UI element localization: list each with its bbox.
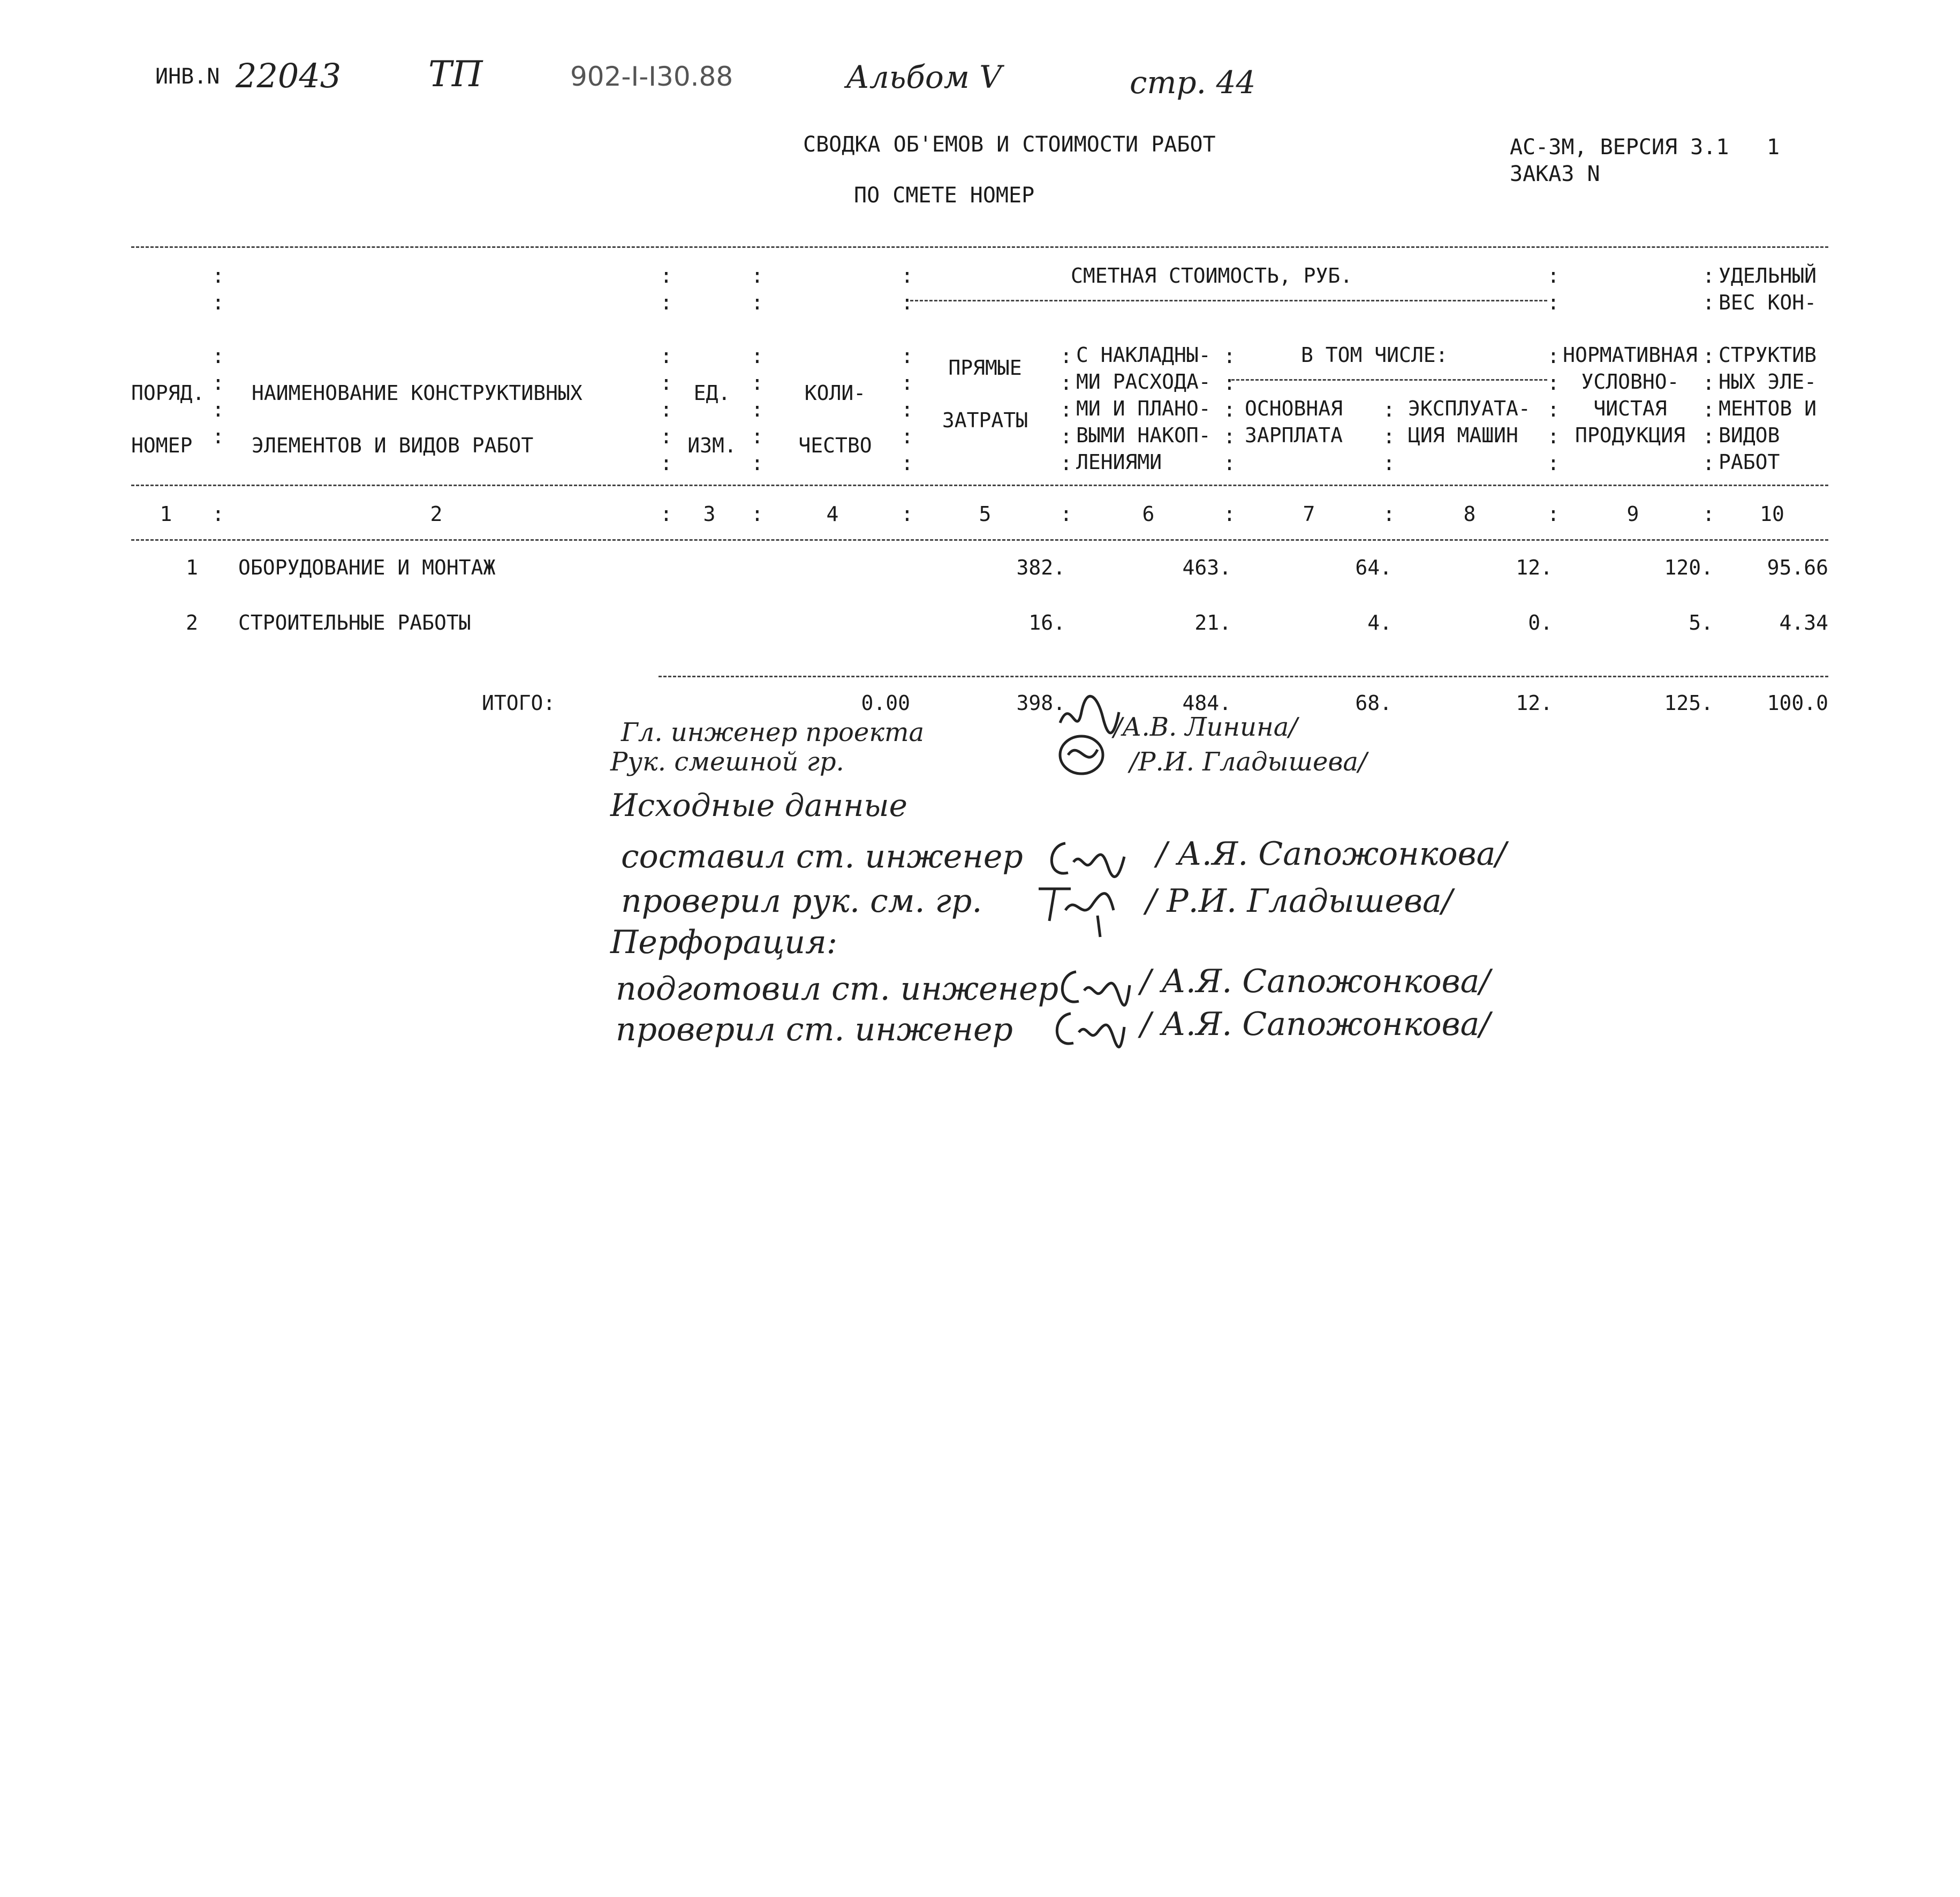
- header-col2: НАИМЕНОВАНИЕ КОНСТРУКТИВНЫХ ЭЛЕМЕНТОВ И ВИДОВ РАБОТ: [252, 381, 582, 457]
- row-c7: 4.: [1367, 611, 1392, 634]
- column-number: 1: [160, 502, 172, 526]
- row-c10: 95.66: [1767, 556, 1828, 579]
- row-name: ОБОРУДОВАНИЕ И МОНТАЖ: [238, 556, 496, 579]
- header-col9: НОРМАТИВНАЯ УСЛОВНО- ЧИСТАЯ ПРОДУКЦИЯ: [1563, 343, 1698, 447]
- page-label: стр. 44: [1130, 64, 1256, 101]
- signature-name: /Р.И. Гладышева/: [1130, 747, 1367, 777]
- row-c6: 21.: [1194, 611, 1231, 634]
- software-version: АС-3М, ВЕРСИЯ 3.1: [1510, 135, 1729, 160]
- signature-role: подготовил ст. инженер: [616, 970, 1059, 1008]
- row-c10: 4.34: [1779, 611, 1828, 634]
- signature-mark-icon: [1044, 835, 1130, 883]
- order-label: ЗАКАЗ N: [1510, 162, 1600, 186]
- header-col10-cont: СТРУКТИВ НЫХ ЭЛЕ- МЕНТОВ И ВИДОВ РАБОТ: [1719, 343, 1817, 474]
- header-col6: С НАКЛАДНЫ- МИ РАСХОДА- МИ И ПЛАНО- ВЫМИ НАКОП- ЛЕНИЯМИ: [1076, 343, 1211, 474]
- numbers-bottom-rule: [131, 539, 1828, 541]
- row-number: 2: [186, 611, 198, 634]
- row-number: 1: [186, 556, 198, 579]
- row-c5: 16.: [1028, 611, 1065, 634]
- column-number: 5: [979, 502, 992, 526]
- signature-role: Рук. смешной гр.: [610, 747, 844, 777]
- inventory-number: 22043: [236, 56, 342, 95]
- table-top-rule: [131, 246, 1828, 248]
- column-number: 9: [1626, 502, 1639, 526]
- inventory-label: ИНВ.N: [155, 64, 220, 89]
- section-heading: Перфорация:: [610, 924, 837, 961]
- header-col1: ПОРЯД. НОМЕР: [131, 381, 205, 457]
- header-col10: УДЕЛЬНЫЙ ВЕС КОН-: [1719, 264, 1817, 314]
- signature-mark-icon: [1049, 691, 1124, 782]
- total-c7: 68.: [1355, 691, 1392, 715]
- total-label: ИТОГО:: [482, 691, 556, 715]
- header-col3: ЕД. ИЗМ.: [687, 381, 737, 457]
- column-number: 6: [1142, 502, 1155, 526]
- column-number: 10: [1760, 502, 1784, 526]
- total-c10: 100.0: [1767, 691, 1828, 715]
- row-c8: 12.: [1516, 556, 1553, 579]
- column-number: 7: [1303, 502, 1315, 526]
- signature-name: / А.Я. Сапожонкова/: [1140, 963, 1490, 1000]
- total-c5: 398.: [1016, 691, 1065, 715]
- signature-name: / А.Я. Сапожонкова/: [1140, 1006, 1490, 1043]
- row-c9: 5.: [1689, 611, 1713, 634]
- column-number: 3: [703, 502, 716, 526]
- signature-mark-icon: [1049, 1006, 1130, 1054]
- tp-label: ТП: [428, 54, 483, 95]
- document-title: СВОДКА ОБ'ЕМОВ И СТОИМОСТИ РАБОТ: [803, 132, 1216, 157]
- total-c9: 125.: [1664, 691, 1713, 715]
- total-rule: [659, 676, 1828, 677]
- sheet-number: 1: [1767, 135, 1780, 160]
- signature-name: / А.Я. Сапожонкова/: [1156, 835, 1507, 873]
- row-c5: 382.: [1016, 556, 1065, 579]
- row-name: СТРОИТЕЛЬНЫЕ РАБОТЫ: [238, 611, 471, 634]
- row-c9: 120.: [1664, 556, 1713, 579]
- column-number: 2: [430, 502, 443, 526]
- album-label: Альбом V: [846, 59, 1002, 95]
- document-subtitle: ПО СМЕТЕ НОМЕР: [854, 183, 1035, 208]
- header-cost-group: СМЕТНАЯ СТОИМОСТЬ, РУБ.: [1071, 264, 1353, 288]
- signature-role: проверил ст. инженер: [616, 1011, 1013, 1048]
- project-number: 902-I-I30.88: [570, 61, 733, 92]
- subgroup-rule: [1231, 379, 1547, 381]
- signature-mark-icon: [1055, 964, 1135, 1012]
- total-c8: 12.: [1516, 691, 1553, 715]
- signature-role: проверил рук. см. гр.: [621, 882, 982, 920]
- row-c6: 463.: [1182, 556, 1231, 579]
- signature-role: Гл. инженер проекта: [621, 717, 925, 747]
- signature-name: / Р.И. Гладышева/: [1146, 882, 1453, 920]
- signature-mark-icon: [1033, 878, 1124, 942]
- signature-name: /А.В. Линина/: [1114, 712, 1298, 742]
- total-qty: 0.00: [861, 691, 910, 715]
- column-number: 8: [1463, 502, 1476, 526]
- header-col5: ПРЯМЫЕ ЗАТРАТЫ: [942, 356, 1028, 432]
- total-c6: 484.: [1182, 691, 1231, 715]
- row-c8: 0.: [1528, 611, 1553, 634]
- group-rule: [910, 300, 1547, 301]
- section-heading: Исходные данные: [610, 787, 907, 823]
- header-col7: ОСНОВНАЯ ЗАРПЛАТА: [1245, 397, 1343, 447]
- row-c7: 64.: [1355, 556, 1392, 579]
- header-bottom-rule: [131, 485, 1828, 486]
- column-number: 4: [826, 502, 839, 526]
- header-col8: ЭКСПЛУАТА- ЦИЯ МАШИН: [1408, 397, 1531, 447]
- header-subgroup: В ТОМ ЧИСЛЕ:: [1301, 343, 1448, 367]
- signature-role: составил ст. инженер: [621, 838, 1023, 875]
- header-col4: КОЛИ- ЧЕСТВО: [798, 381, 872, 457]
